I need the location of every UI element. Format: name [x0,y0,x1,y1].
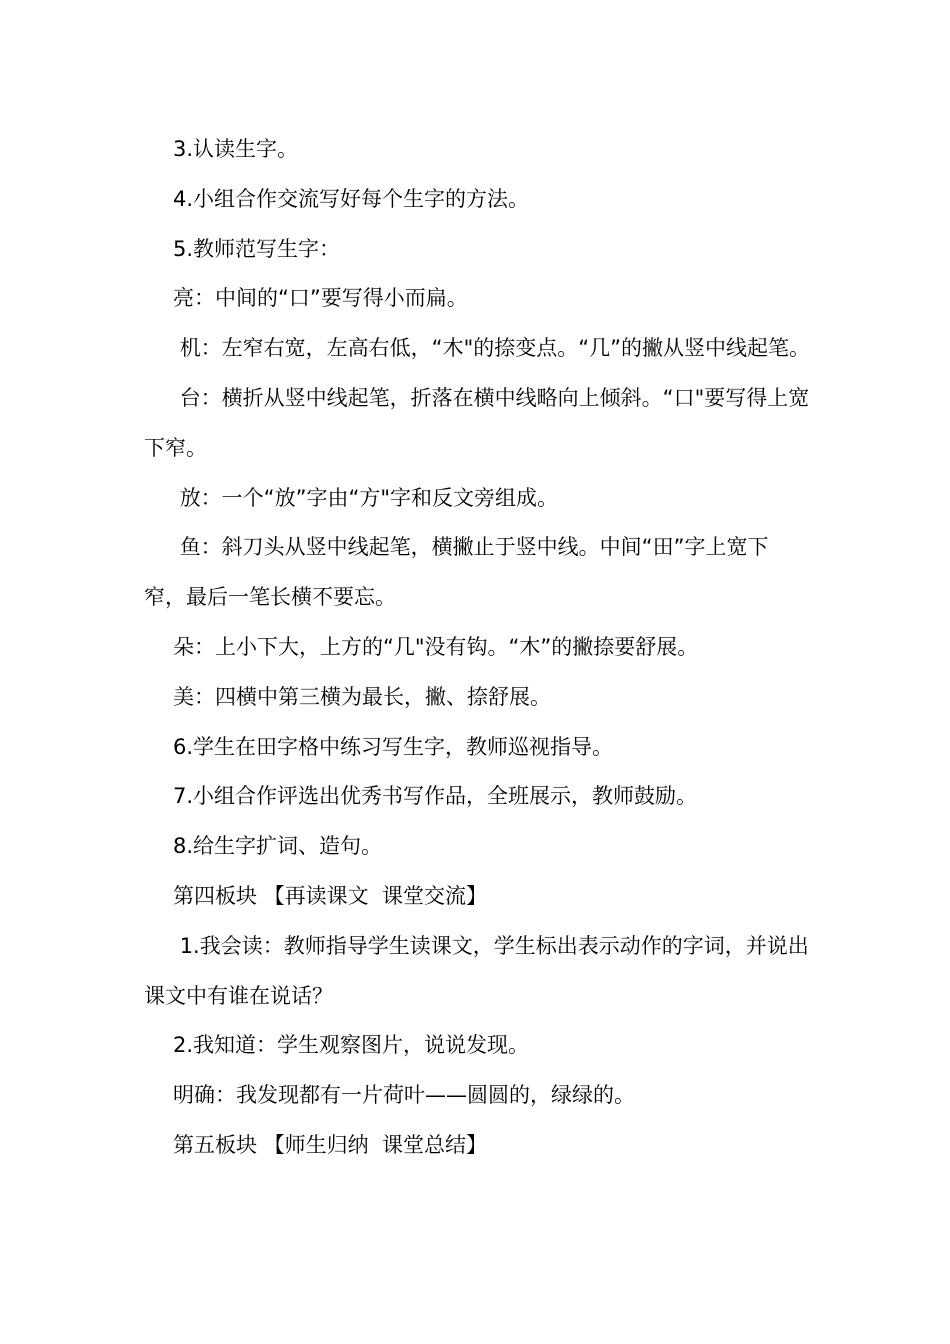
step-8-word-building: 8.给生字扩词、造句。 [173,834,383,859]
char-note-fang: 放：一个“放”字由“方"字和反文旁组成。 [173,485,558,510]
section-4-heading: 第四板块 【再读课文 课堂交流】 [173,883,488,908]
document-body [144,125,810,1171]
char-note-ji: 机：左窄右宽，左高右低，“木"的捺变点。“几”的撇从竖中线起笔。 [173,336,810,361]
section-4-item-2: 2.我知道：学生观察图片，说说发现。 [173,1033,530,1058]
section-4-clarification: 明确：我发现都有一片荷叶——圆圆的，绿绿的。 [173,1083,635,1108]
step-3-read-characters: 3.认读生字。 [173,137,299,161]
char-note-tai: 台：横折从竖中线起笔，折落在横中线略向上倾斜。“口"要写得上宽下窄。 [144,385,810,460]
char-note-mei: 美：四横中第三横为最长，撇、捺舒展。 [173,684,551,709]
step-4-group-discussion: 4.小组合作交流写好每个生字的方法。 [173,186,530,211]
char-note-liang: 亮：中间的“口”要写得小而扁。 [173,286,468,311]
step-6-practice: 6.学生在田字格中练习写生字，教师巡视指导。 [173,734,614,759]
step-5-teacher-demo: 5.教师范写生字： [173,236,341,261]
section-4-item-1: 1.我会读：教师指导学生读课文，学生标出表示动作的字词，并说出课文中有谁在说话？ [144,933,809,1008]
step-7-showcase: 7.小组合作评选出优秀书写作品，全班展示，教师鼓励。 [173,784,698,809]
char-note-duo: 朵：上小下大，上方的“几"没有钩。“木”的撇捺要舒展。 [173,634,699,659]
section-5-heading: 第五板块 【师生归纳 课堂总结】 [173,1132,488,1157]
char-note-yu: 鱼：斜刀头从竖中线起笔，横撇止于竖中线。中间“田”字上宽下窄，最后一笔长横不要忘。 [144,535,769,610]
